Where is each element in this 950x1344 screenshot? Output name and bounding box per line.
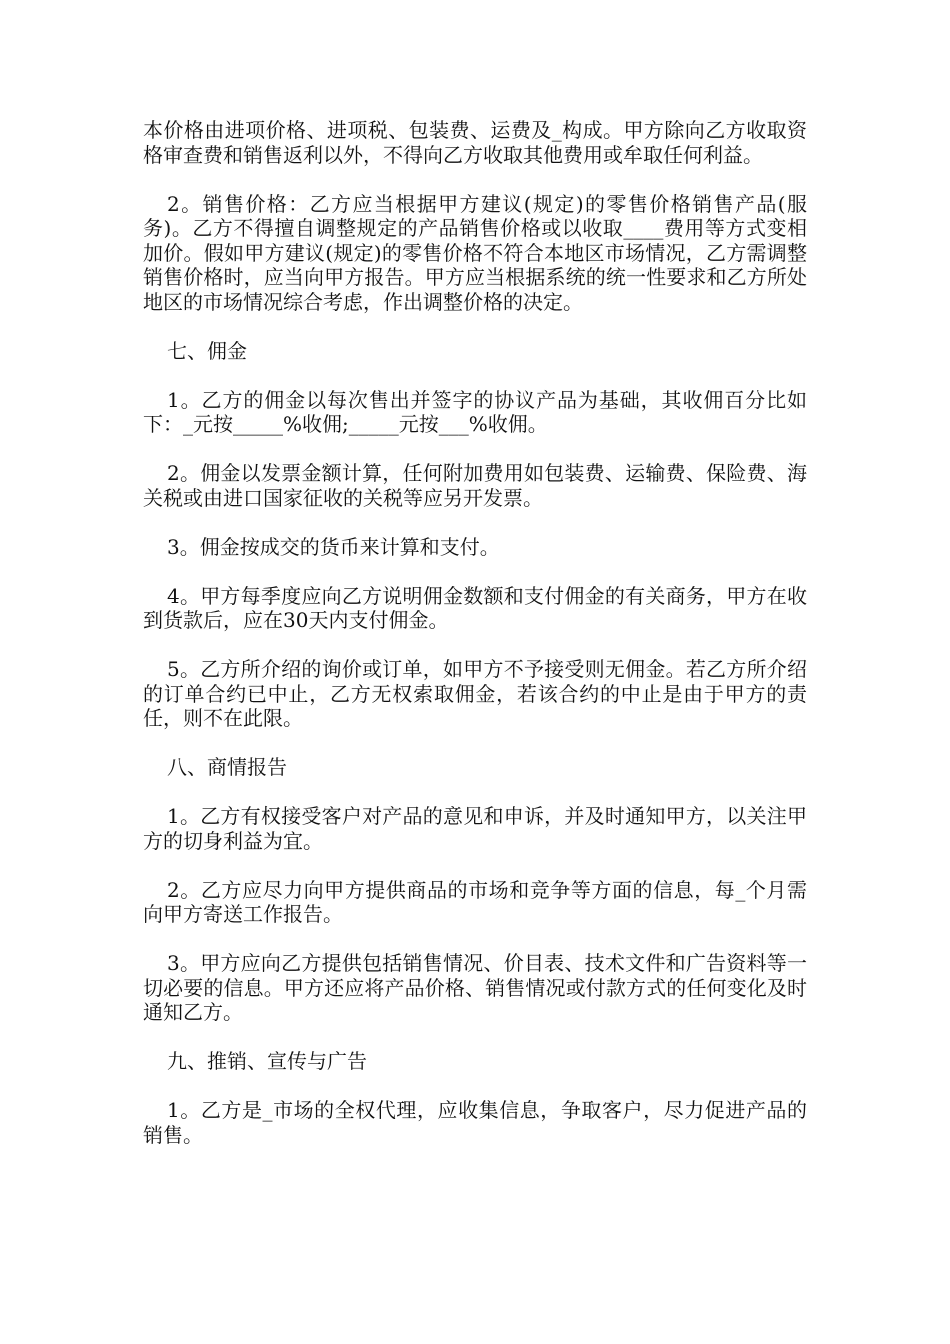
- paragraph-exclusive-agent: 1。乙方是_市场的全权代理，应收集信息，争取客户，尽力促进产品的销售。: [143, 1098, 807, 1147]
- section-heading-promotion: 九、推销、宣传与广告: [167, 1049, 367, 1073]
- paragraph-market-info: 2。乙方应尽力向甲方提供商品的市场和竞争等方面的信息，每_个月需向甲方寄送工作报告。: [143, 877, 807, 926]
- paragraph-price-composition: 本价格由进项价格、进项税、包装费、运费及_构成。甲方除向乙方收取资格审查费和销售返利以外，不得向乙方收取其他费用或牟取任何利益。: [143, 118, 807, 167]
- paragraph-commission-exception: 5。乙方所介绍的询价或订单，如甲方不予接受则无佣金。若乙方所介绍的订单合约已中止，乙方无权索取佣金，若该合约的中止是由于甲方的责任，则不在此限。: [143, 657, 807, 730]
- paragraph-customer-feedback: 1。乙方有权接受客户对产品的意见和申诉，并及时通知甲方，以关注甲方的切身利益为宜。: [143, 804, 807, 853]
- paragraph-sales-price: 2。销售价格：乙方应当根据甲方建议(规定)的零售价格销售产品(服务)。乙方不得擅自调整规定的产品销售价格或以收取____费用等方式变相加价。假如甲方建议(规定)的零售价格不符合本地区市场情况，乙方需调整销售价格时，应当向甲方报告。甲方应当根据系统的统一性要求和乙方所处地区的市场情况综合考虑，作出调整价格的决定。: [143, 191, 807, 314]
- paragraph-necessary-info: 3。甲方应向乙方提供包括销售情况、价目表、技术文件和广告资料等一切必要的信息。甲方还应将产品价格、销售情况或付款方式的任何变化及时通知乙方。: [143, 951, 807, 1024]
- paragraph-commission-payment: 4。甲方每季度应向乙方说明佣金数额和支付佣金的有关商务，甲方在收到货款后，应在30天内支付佣金。: [143, 583, 807, 632]
- paragraph-commission-invoice: 2。佣金以发票金额计算，任何附加费用如包装费、运输费、保险费、海关税或由进口国家征收的关税等应另开发票。: [143, 461, 807, 510]
- paragraph-commission-currency: 3。佣金按成交的货币来计算和支付。: [167, 534, 500, 559]
- section-heading-commission: 七、佣金: [167, 338, 247, 363]
- section-heading-business-report: 八、商情报告: [167, 755, 287, 779]
- document-body: [143, 118, 807, 1172]
- paragraph-commission-rate: 1。乙方的佣金以每次售出并签字的协议产品为基础，其收佣百分比如下：_元按_____%收佣;_____元按___%收佣。: [143, 387, 807, 436]
